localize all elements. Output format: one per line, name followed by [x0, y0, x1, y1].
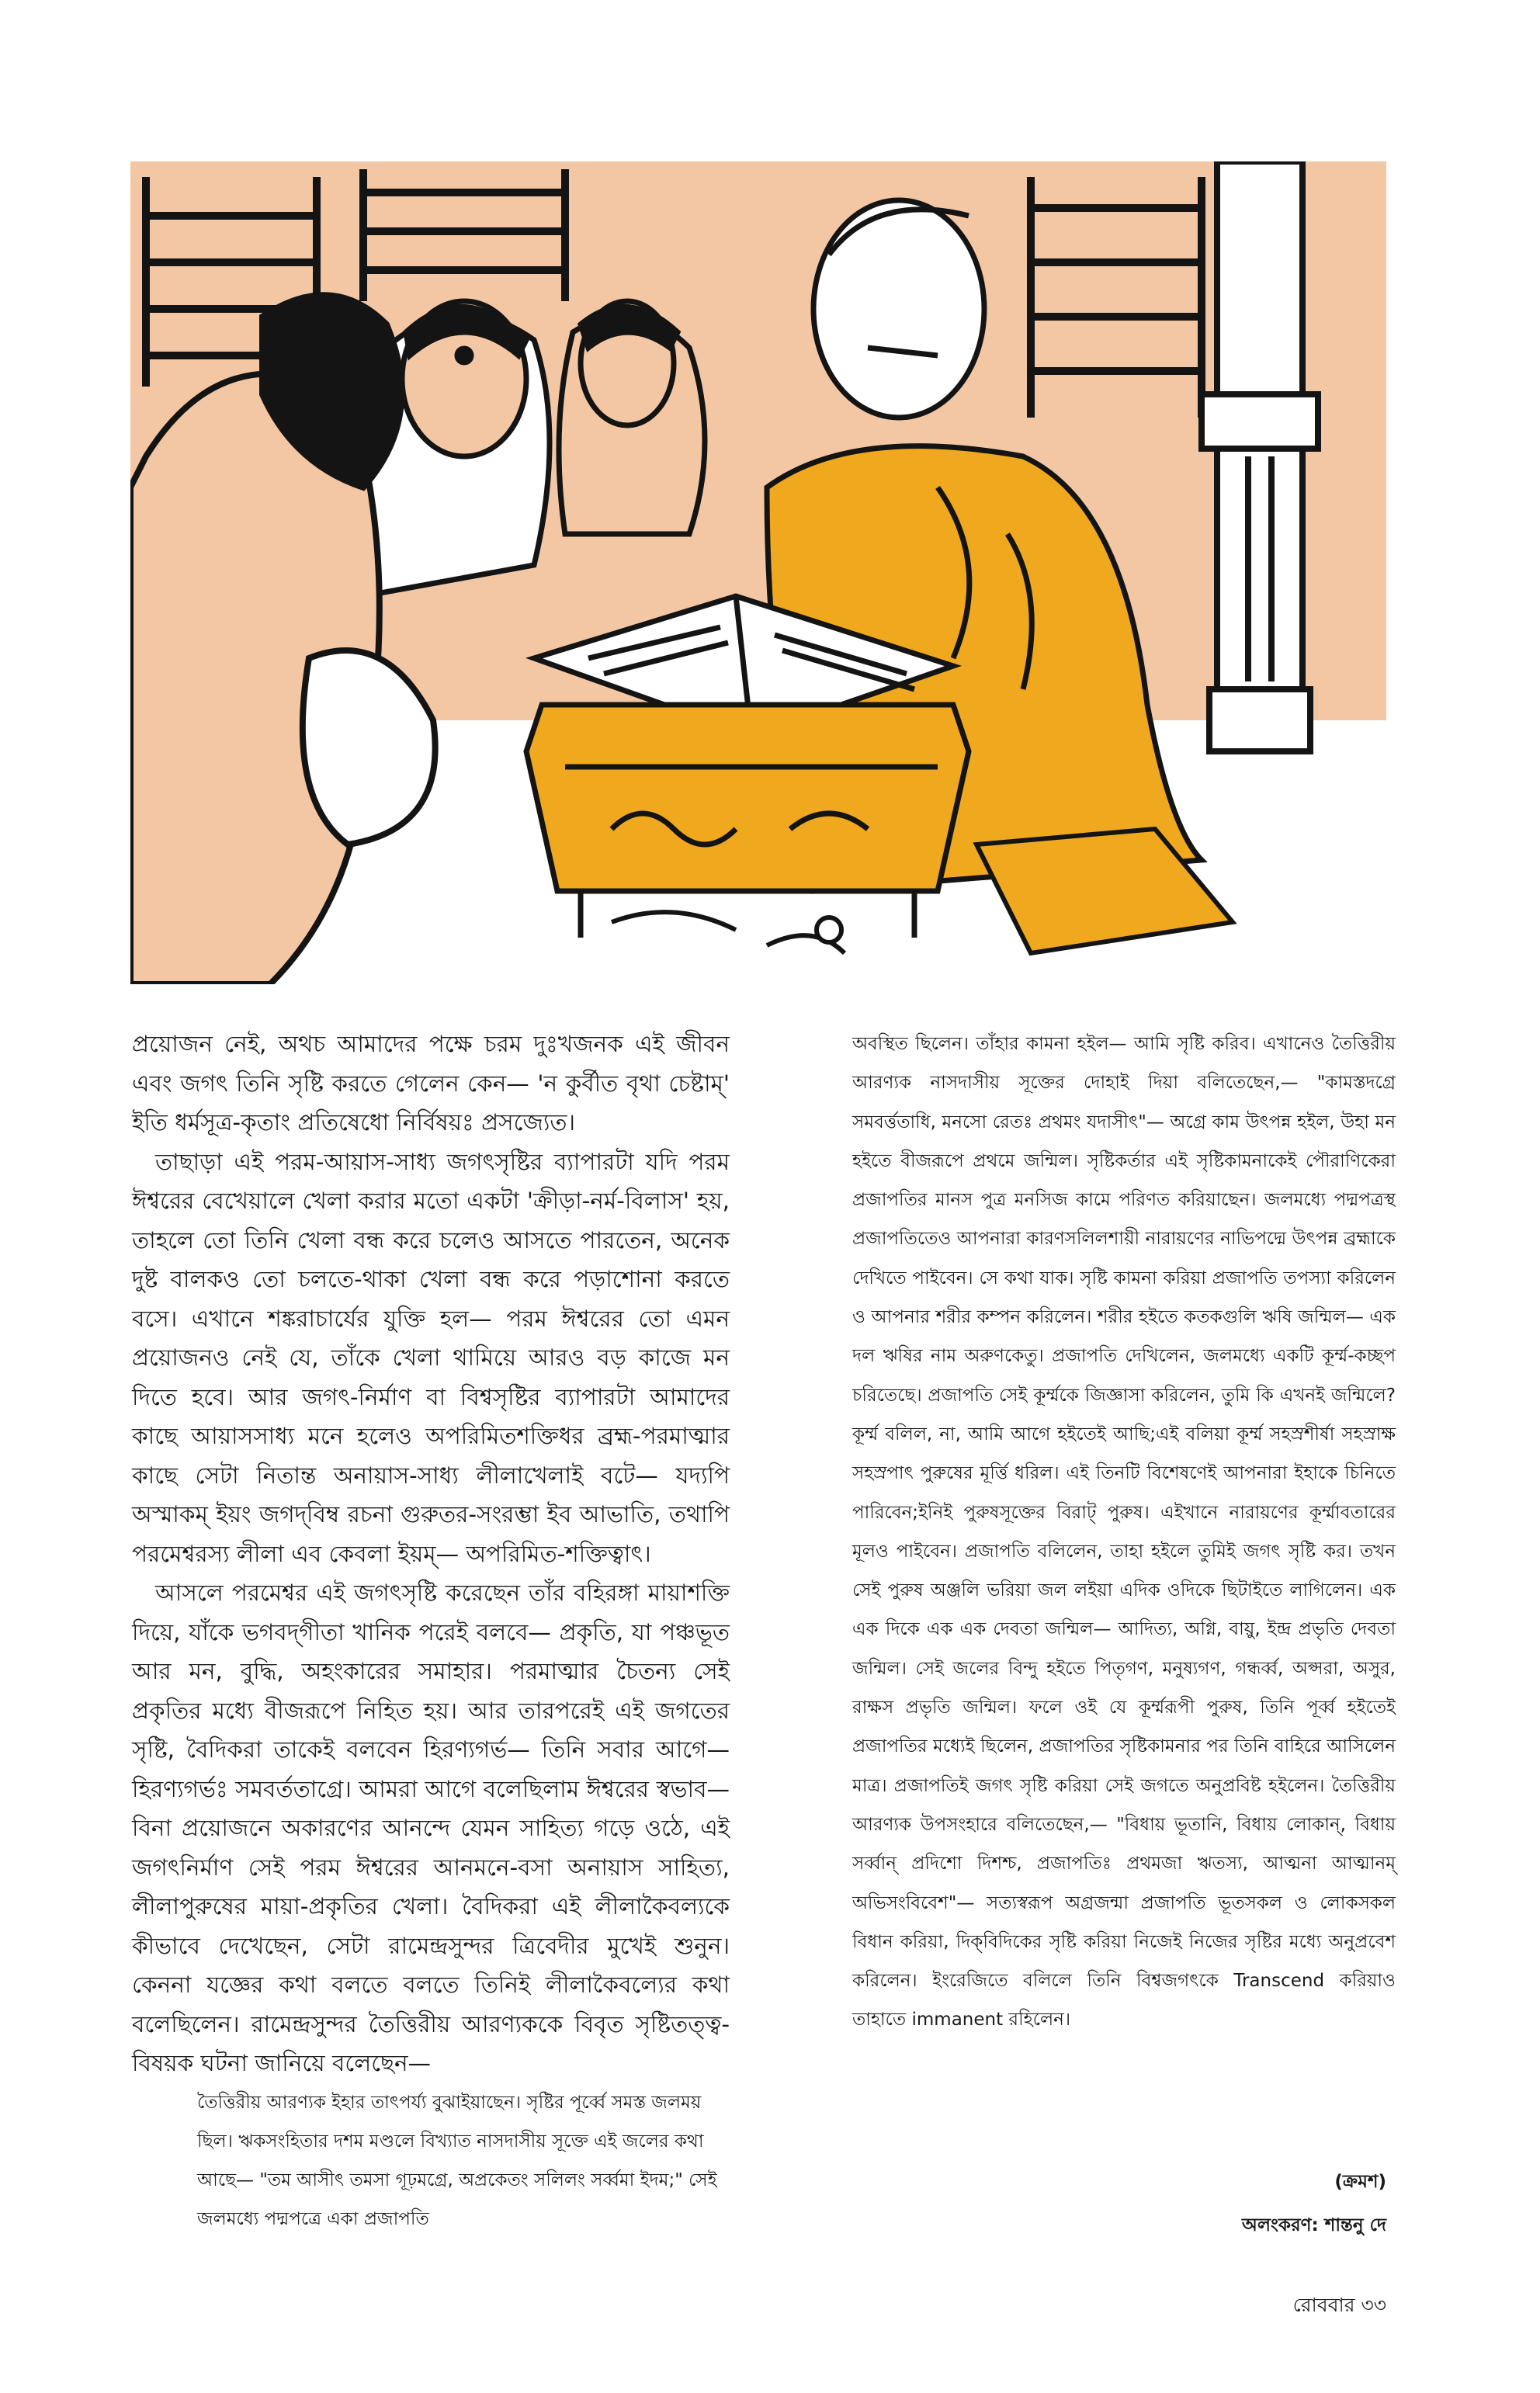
pillar: [1202, 161, 1318, 751]
right-column-text: অবস্থিত ছিলেন। তাঁহার কামনা হইল— আমি সৃষ্টি করিব। এখানেও তৈত্তিরীয় আরণ্যক নাসদাসীয় সূক্তের দোহাই দিয়া বলিতেছেন,— "কামস্তদগ্রে সমবর্ত্ততাধি, মনসো রেতঃ প্রথমং যদাসীৎ"— অগ্রে কাম উৎপন্ন হইল, উহা মন হইতে বীজরূপে প্রথমে জন্মিল। সৃষ্টিকর্তার এই সৃষ্টিকামনাকেই পৌরাণিকেরা প্রজাপতির মানস পুত্র মনসিজ কামে পরিণত করিয়াছেন। জলমধ্যে পদ্মপত্রস্থ প্রজাপতিতেও আপনারা কারণসলিলশায়ী নারায়ণের নাভিপদ্মে উৎপন্ন ব্রহ্মাকে দেখিতে পাইবেন। সে কথা যাক। সৃষ্টি কামনা করিয়া প্রজাপতি তপস্যা করিলেন ও আপনার শরীর কম্পন করিলেন। শরীর হইতে কতকগুলি ঋষি জন্মিল— এক দল ঋষির নাম অরুণকেতু। প্রজাপতি দেখিলেন, জলমধ্যে একটি কূর্ম্ম-কচ্ছপ চরিতেছে। প্রজাপতি সেই কূর্ম্মকে জিজ্ঞাসা করিলেন, তুমি কি এখনই জন্মিলে? কূর্ম্ম বলিল, না, আমি আগে হইতেই আছি;এই বলিয়া কূর্ম্ম সহস্রশীর্ষা সহস্রাক্ষ সহস্রপাৎ পুরুষের মূর্ত্তি ধরিল। এই তিনটি বিশেষণেই আপনারা ইহাকে চিনিতে পারিবেন;ইনিই পুরুষসূক্তের বিরাট্ পুরুষ। এইখানে নারায়ণের কূর্ম্মাবতারের মূলও পাইবেন। প্রজাপতি বলিলেন, তাহা হইলে তুমিই জগৎ সৃষ্টি কর। তখন সেই পুরুষ অঞ্জলি ভরিয়া জল লইয়া এদিক ওদিকে ছিটাইতে লাগিলেন। এক এক দিকে এক এক দেবতা জন্মিল— আদিত্য, অগ্নি, বায়ু, ইন্দ্র প্রভৃতি দেবতা জন্মিল। সেই জলের বিন্দু হইতে পিতৃগণ, মনুষ্যগণ, গন্ধর্ব্ব, অপ্সরা, অসুর, রাক্ষস প্রভৃতি জন্মিল। ফলে ওই যে কূর্ম্মরূপী পুরুষ, তিনি পূর্ব্ব হইতেই প্রজাপতির মধ্যেই ছিলেন, প্রজাপতির সৃষ্টিকামনার পর তিনি বাহিরে আসিলেন মাত্র। প্রজাপতিই জগৎ সৃষ্টি করিয়া সেই জগতে অনুপ্রবিষ্ট হইলেন। তৈত্তিরীয় আরণ্যক উপসংহারে বলিতেছেন,— "বিধায় ভূতানি, বিধায় লোকান্, বিধায় সর্ব্বান্ প্রদিশো দিশশ্চ, প্রজাপতিঃ প্রথমজা ঋতস্য, আত্মনা আত্মানম্ অভিসংবিবেশ"— সত্যস্বরূপ অগ্রজন্মা প্রজাপতি ভূতসকল ও লোকসকল বিধান করিয়া, দিক্‌বিদিকের সৃষ্টি করিয়া নিজেই নিজের সৃষ্টির মধ্যে অনুপ্রবেশ করিলেন। ইংরেজিতে বলিলে তিনি বিশ্বজগৎকে Transcend করিয়াও তাহাতে immanent রহিলেন।: [852, 1034, 1396, 2031]
paragraph-1: প্রয়োজন নেই, অথচ আমাদের পক্ষে চরম দুঃখজনক এই জীবন এবং জগৎ তিনি সৃষ্টি করতে গেলেন কেন— 'ন কুর্বীত বৃথা চেষ্টাম্' ইতি ধর্মসূত্র-কৃতাং প্রতিষেধো নির্বিষয়ঃ প্রসজ্যেত।: [132, 1031, 730, 1136]
page-folio: রোববার ৩৩: [1292, 2294, 1386, 2316]
right-column: [852, 1025, 1396, 2040]
block-quote: তৈত্তিরীয় আরণ্যক ইহার তাৎপর্য্য বুঝাইয়াছেন। সৃষ্টির পূর্ব্বে সমস্ত জলময় ছিল। ঋকসংহিতার দশম মণ্ডলে বিখ্যাত নাসদাসীয় সূক্তে এই জলের কথা আছে— "তম আসীৎ তমসা গূঢ়মগ্রে, অপ্রকেতং সলিলং সর্ব্বমা ইদম;" সেই জলমধ্যে পদ্মপত্রে একা প্রজাপতি: [197, 2092, 717, 2229]
paragraph-2: তাছাড়া এই পরম-আয়াস-সাধ্য জগৎসৃষ্টির ব্যাপারটা যদি পরম ঈশ্বরের বেখেয়ালে খেলা করার মতো একটা 'ক্রীড়া-নর্ম-বিলাস' হয়, তাহলে তো তিনি খেলা বন্ধ করে চলেও আসতে পারতেন, অনেক দুষ্ট বালকও তো চলতে-থাকা খেলা বন্ধ করে পড়াশোনা করতে বসে। এখানে শঙ্করাচার্যের যুক্তি হল— পরম ঈশ্বরের তো এমন প্রয়োজনও নেই যে, তাঁকে খেলা থামিয়ে আরও বড় কাজে মন দিতে হবে। আর জগৎ-নির্মাণ বা বিশ্বসৃষ্টির ব্যাপারটা আমাদের কাছে আয়াসসাধ্য মনে হলেও অপরিমিতশক্তিধর ব্রহ্ম-পরমাত্মার কাছে সেটা নিতান্ত অনায়াস-সাধ্য লীলাখেলাই বটে— যদ্যপি অস্মাকম্ ইয়ং জগদ্‌বিম্ব রচনা গুরুতর-সংরম্ভা ইব আভাতি, তথাপি পরমেশ্বরস্য লীলা এব কেবলা ইয়ম্— অপরিমিত-শক্তিত্বাৎ।: [132, 1148, 730, 1567]
illustration-credit: অলংকরণ: শান্তনু দে: [1241, 2215, 1386, 2235]
left-column: [132, 1025, 730, 2239]
illustration: [130, 161, 1386, 984]
paragraph-3: আসলে পরমেশ্বর এই জগৎসৃষ্টি করেছেন তাঁর বহিরঙ্গা মায়াশক্তি দিয়ে, যাঁকে ভগবদ্‌গীতা খানিক পরেই বলবে— প্রকৃতি, যা পঞ্চভূত আর মন, বুদ্ধি, অহংকারের সমাহার। পরমাত্মার চৈতন্য সেই প্রকৃতির মধ্যে বীজরূপে নিহিত হয়। আর তারপরেই এই জগতের সৃষ্টি, বৈদিকরা তাকেই বলবেন হিরণ্যগর্ভ— তিনি সবার আগে— হিরণ্যগর্ভঃ সমবর্ততাগ্রে। আমরা আগে বলেছিলাম ঈশ্বরের স্বভাব— বিনা প্রয়োজনে অকারণের আনন্দে যেমন সাহিত্য গড়ে ওঠে, এই জগৎনির্মাণ সেই পরম ঈশ্বরের আনমনে-বসা অনায়াস সাহিত্য, লীলাপুরুষের মায়া-প্রকৃতির খেলা। বৈদিকরা এই লীলাকৈবল্যকে কীভাবে দেখেছেন, সেটা রামেন্দ্রসুন্দর ত্রিবেদীর মুখেই শুনুন। কেননা যজ্ঞের কথা বলতে বলতে তিনিই লীলাকৈবল্যের কথা বলেছিলেন। রামেন্দ্রসুন্দর তৈত্তিরীয় আরণ্যককে বিবৃত সৃষ্টিতত্ত্ব-বিষয়ক ঘটনা জানিয়ে বলেছেন—: [132, 1580, 730, 2076]
continued-label: (ক্রমশ): [1334, 2172, 1386, 2192]
